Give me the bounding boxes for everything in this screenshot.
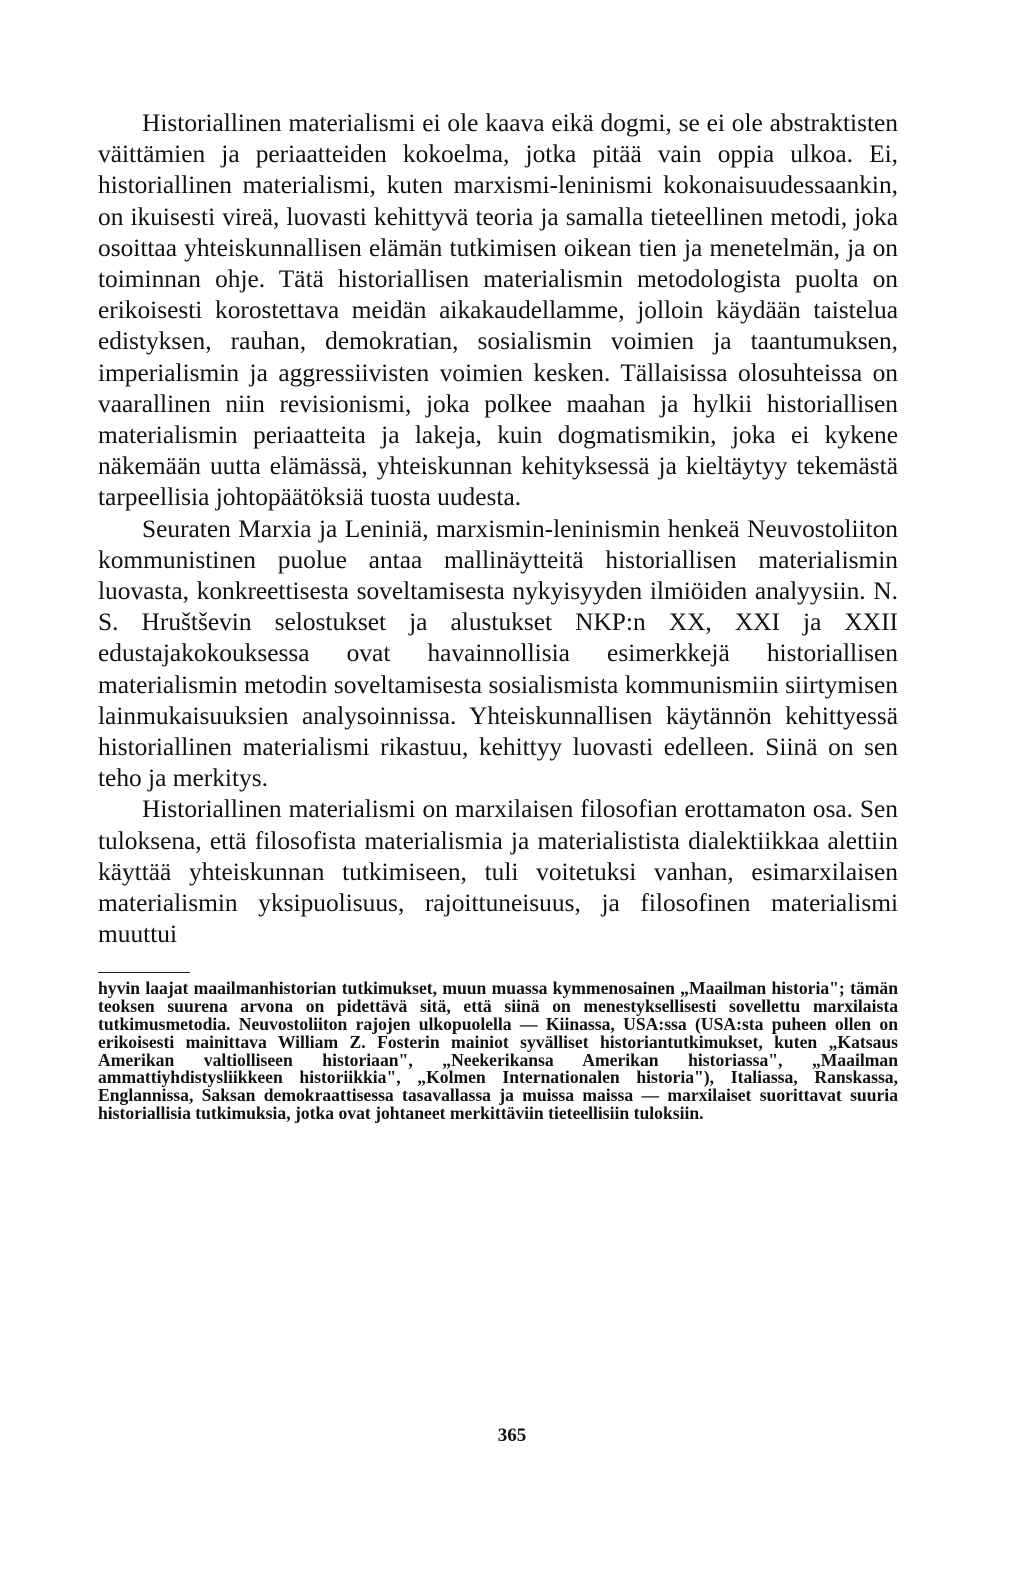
paragraph-3: Historiallinen materialismi on marxilaisen filosofian erottamaton osa. Sen tuloksena, että filosofista materialismia ja materialistista dialektiikkaa alettiin käyttää yhteiskunnan tutkimiseen, tuli voitetuksi vanhan, esimarxilaisen materialismin yksipuolisuus, rajoittuneisuus, ja filosofinen materialismi muuttui [98,795,898,949]
page-number: 365 [497,1425,527,1446]
paragraph-1: Historiallinen materialismi ei ole kaava eikä dogmi, se ei ole abstraktisten väittämien ja periaatteiden kokoelma, jotka pitää vain oppia ulkoa. Ei, historiallinen materialismi, kuten marxismi-leninismi kokonaisuudessaankin, on ikuisesti vireä, luovasti kehittyvä teoria ja samalla tieteellinen metodi, joka osoittaa yhteiskunnallisen elämän tutkimisen oikean tien ja menetelmän, ja on toiminnan ohje. Tätä historiallisen materialismin metodologista puolta on erikoisesti korostettava meidän aikakaudellamme, jolloin käydään taistelua edistyksen, rauhan, demokratian, sosialismin voimien ja taantumuksen, imperialismin ja aggressiivisten voimien kesken. Tällaisissa olosuhteissa on vaarallinen niin revisionismi, joka polkee maahan ja hylkii historiallisen materialismin periaatteita ja lakeja, kuin dogmatismikin, joka ei kykene näkemään uutta elämässä, yhteiskunnan kehityksessä ja kieltäytyy tekemästä tarpeellisia johtopäätöksiä tuosta uudesta. [98,109,898,512]
footnote: hyvin laajat maailmanhistorian tutkimukset, muun muassa kymmenosainen „Maailman historia"; tämän teoksen suurena arvona on pidettävä sitä, että siinä on menestyksellisesti sovellettu marxilaista tutkimusmetodia. Neuvostoliiton rajojen ulkopuolella — Kiinassa, USA:ssa (USA:sta puheen ollen on erikoisesti mainittava William Z. Fosterin mainiot syvälliset historiantutkimukset, kuten „Katsaus Amerikan valtiolliseen historiaan", „Neekerikansa Amerikan historiassa", „Maailman ammattiyhdistysliikkeen historiikkia", „Kolmen Internationalen historia"), Italiassa, Ranskassa, Englannissa, Saksan demokraattisessa tasavallassa ja muissa maissa — marxilaiset suorittavat suuria historiallisia tutkimuksia, jotka ovat johtaneet merkittäviin tieteellisiin tuloksiin. [98,978,898,1124]
main-text [98,108,898,950]
book-page [98,108,898,1123]
footnote-divider [98,972,190,973]
paragraph-2: Seuraten Marxia ja Leniniä, marxismin-leninismin henkeä Neuvostoliiton kommunistinen puolue antaa mallinäytteitä historiallisen materialismin luovasta, konkreettisesta soveltamisesta nykyisyyden ilmiöiden analyysiin. N. S. Hruštševin selostukset ja alustukset NKP:n XX, XXI ja XXII edustajakokouksessa ovat havainnollisia esimerkkejä historiallisen materialismin metodin soveltamisesta sosialismista kommunismiin siirtymisen lainmukaisuuksien analysoinnissa. Yhteiskunnallisen käytännön kehittyessä historiallinen materialismi rikastuu, kehittyy luovasti edelleen. Siinä on sen teho ja merkitys. [98,514,898,793]
